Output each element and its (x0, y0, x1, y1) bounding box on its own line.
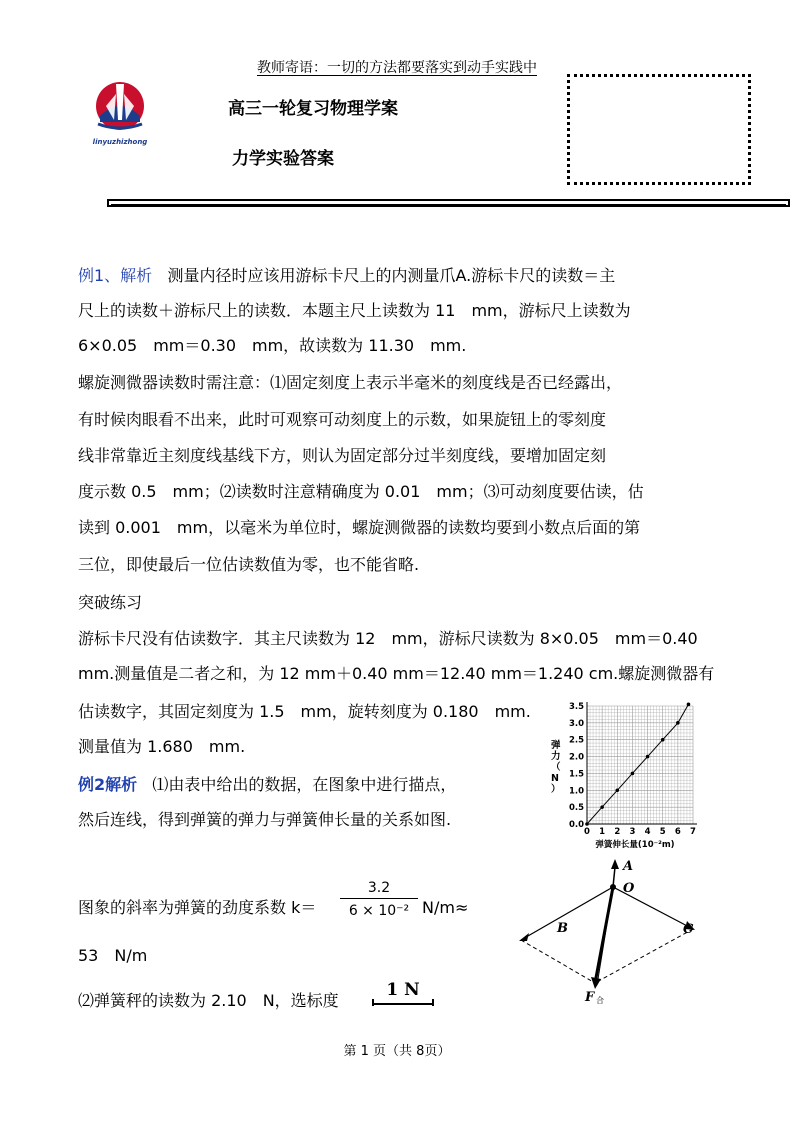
arrow-a (611, 859, 619, 869)
arrow-b (519, 933, 529, 941)
teacher-motto: 教师寄语：一切的方法都要落实到动手实践中 (257, 60, 537, 76)
slope-suffix: N/m≈ (422, 898, 469, 917)
page-footer: 第 1 页（共 8页） (343, 1044, 451, 1059)
x-tick-label: 7 (690, 827, 696, 837)
micrometer-line4: 度示数 0.5 mm；⑵读数时注意精确度为 0.01 mm；⑶可动刻度要估读，估 (78, 482, 644, 501)
data-point (585, 822, 589, 826)
example2-line1: 例2解析 ⑴由表中给出的数据，在图象中进行描点， (78, 775, 457, 794)
x-tick-label: 4 (644, 827, 651, 837)
chart-x-label: 弹簧伸长量(10⁻²m) (595, 840, 675, 850)
scale-tick-left (372, 999, 374, 1006)
example1-label: 例1、解析 (78, 266, 153, 285)
x-tick-label: 5 (659, 827, 666, 837)
micrometer-line5: 读到 0.001 mm，以毫米为单位时，螺旋测微器的读数均要到小数点后面的第 (78, 518, 641, 537)
y-tick-label: 1.5 (568, 769, 584, 780)
practice-line4: 测量值为 1.680 mm. (78, 737, 246, 756)
chart-y-label (551, 739, 561, 795)
label-a: A (623, 859, 634, 874)
practice-line3: 估读数字，其固定刻度为 1.5 mm，旋转刻度为 0.180 mm. (78, 702, 531, 721)
scale-tick-right (432, 999, 434, 1006)
data-point (615, 788, 619, 792)
y-label-char: ） (551, 784, 561, 795)
data-point (646, 755, 650, 759)
practice-heading: 突破练习 (78, 593, 143, 612)
doc-title: 高三一轮复习物理学案 (228, 99, 398, 119)
label-f-sub: 合 (596, 996, 604, 1005)
x-tick-label: 0 (584, 827, 590, 837)
label-c: C (683, 922, 694, 937)
spring-force-chart (535, 690, 705, 850)
parallel-b (521, 940, 595, 983)
y-tick-label: 2.0 (568, 752, 584, 763)
point-o (610, 884, 616, 890)
y-label-char: 弹 (551, 740, 561, 751)
y-tick-label: 1.0 (568, 786, 584, 797)
label-b: B (557, 921, 568, 936)
y-tick-label: 3.5 (568, 702, 584, 712)
arrow-f (591, 977, 601, 989)
slope-denominator: 6 × 10⁻² (348, 903, 410, 919)
slope-prefix: 图象的斜率为弹簧的劲度系数 k＝ (78, 898, 317, 917)
practice-line1: 游标卡尺没有估读数字．其主尺读数为 12 mm，游标尺读数为 8×0.05 mm＝0.40 (78, 629, 698, 648)
y-label-char: 力 (551, 751, 561, 762)
data-point (600, 805, 604, 809)
slope-numerator: 3.2 (340, 880, 418, 899)
micrometer-line2: 有时候肉眼看不出来，此时可观察可动刻度上的示数，如果旋钮上的零刻度 (78, 410, 607, 429)
parallel-c (595, 929, 693, 983)
school-logo (88, 76, 152, 152)
force-diagram (515, 855, 710, 1005)
y-tick-label: 3.0 (568, 718, 584, 729)
x-tick-label: 1 (599, 827, 606, 837)
data-point (687, 703, 691, 707)
y-label-char: N (551, 773, 559, 784)
x-tick-label: 3 (629, 827, 636, 837)
y-tick-label: 0.0 (568, 820, 584, 830)
example2-label: 例2解析 (78, 775, 138, 794)
scale-label: 1 N (386, 980, 420, 1000)
y-tick-label: 0.5 (568, 803, 584, 814)
example1-line2: 尺上的读数＋游标尺上的读数．本题主尺上读数为 11 mm，游标尺上读数为 (78, 301, 631, 320)
y-label-char: （ (551, 762, 561, 773)
x-tick-label: 6 (674, 827, 681, 837)
example2-part2: ⑵弹簧秤的读数为 2.10 N，选标度 (78, 991, 339, 1010)
label-o: O (623, 881, 635, 896)
force-f-measured (597, 887, 613, 985)
micrometer-line3: 线非常靠近主刻度线基线下方，则认为固定部分过半刻度线，要增加固定刻 (78, 446, 607, 465)
micrometer-line6: 三位，即使最后一位估读数值为零，也不能省略. (78, 555, 420, 574)
slope-fraction (340, 880, 418, 919)
y-tick-label: 2.5 (568, 735, 584, 746)
x-tick-label: 2 (614, 827, 621, 837)
rope-oa (613, 867, 615, 887)
label-f: F (585, 990, 595, 1005)
data-point (661, 738, 665, 742)
example2-line2: 然后连线，得到弹簧的弹力与弹簧伸长量的关系如图. (78, 810, 452, 829)
scale-bar (372, 1003, 434, 1005)
example1-line1: 例1、解析 测量内径时应该用游标卡尺上的内测量爪A.游标卡尺的读数＝主 (78, 266, 616, 285)
logo-text: linyuzhizhong (92, 138, 148, 146)
example1-line3: 6×0.05 mm＝0.30 mm，故读数为 11.30 mm. (78, 336, 467, 355)
micrometer-line1: 螺旋测微器读数时需注意：⑴固定刻度上表示半毫米的刻度线是否已经露出， (78, 373, 623, 392)
data-point (631, 772, 635, 776)
practice-line2: mm.测量值是二者之和，为 12 mm＋0.40 mm＝12.40 mm＝1.240 cm.螺旋测微器有 (78, 664, 715, 683)
data-point (676, 721, 680, 725)
header-divider (107, 199, 790, 207)
spring-constant-result: 53 N/m (78, 946, 148, 965)
dotted-box (567, 74, 751, 185)
doc-subtitle: 力学实验答案 (232, 149, 334, 169)
